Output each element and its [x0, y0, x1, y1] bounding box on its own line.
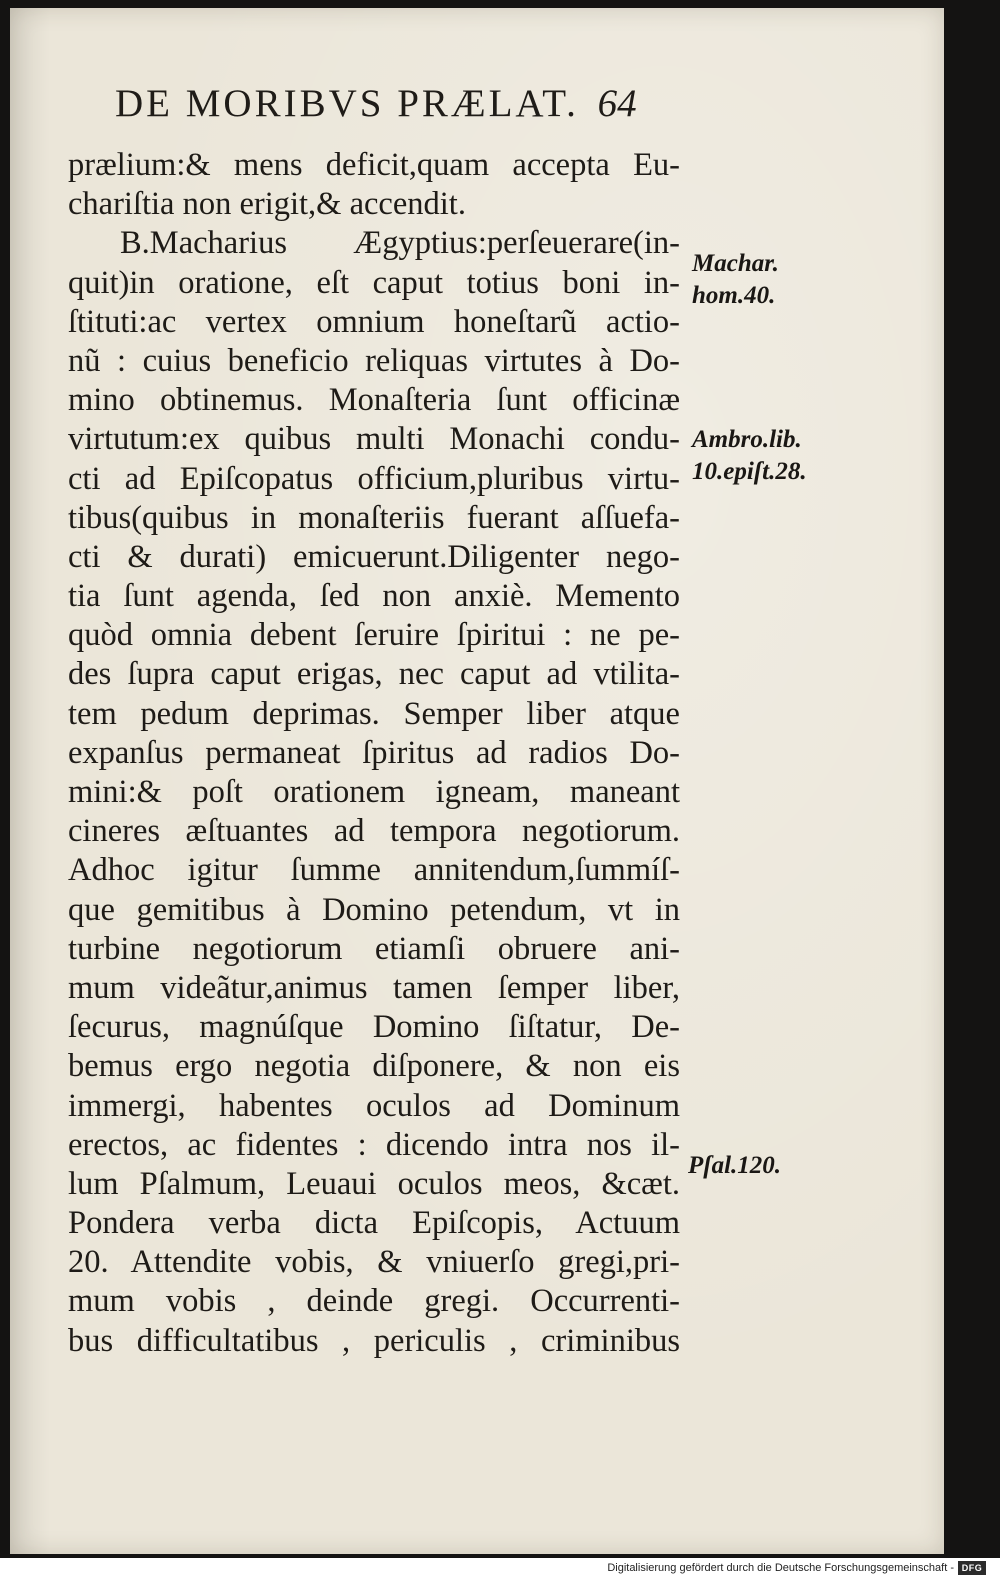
text-line: quit)in oratione, eſt caput totius boni in- [68, 264, 680, 301]
margin-note-line: hom.40. [692, 282, 776, 309]
text-line: erectos, ac fidentes : dicendo intra nos il- [68, 1126, 680, 1163]
text-line: mino obtinemus. Monaſteria ſunt officinæ [68, 382, 680, 419]
text-line: 20. Attendite vobis, & vniuerſo gregi,pri- [68, 1244, 680, 1281]
text-line: Adhoc igitur ſumme annitendum,ſummíſ- [68, 852, 680, 889]
margin-note-line: Pſal.120. [688, 1152, 782, 1179]
text-line: mini:& poſt orationem igneam, maneant [68, 774, 680, 810]
text-line: des ſupra caput erigas, nec caput ad vtilita- [68, 656, 680, 693]
text-line: cti ad Epiſcopatus officium,pluribus virtu- [68, 460, 680, 497]
text-line: nũ : cuius beneficio reliquas virtutes à Do- [68, 342, 680, 379]
margin-note-line: Machar. [692, 250, 779, 277]
text-line: lum Pſalmum, Leuaui oculos meos, &cæt. [68, 1165, 680, 1202]
text-line: bus difficultatibus , periculis , criminibus [68, 1322, 680, 1359]
text-line: tem pedum deprimas. Semper liber atque [68, 695, 680, 732]
margin-note-line: Ambro.lib. [692, 426, 802, 453]
text-line: cti & durati) emicuerunt.Diligenter nego- [68, 538, 680, 575]
margin-note-psal [688, 1150, 781, 1182]
text-line: mum videãtur,animus tamen ſemper liber, [68, 969, 680, 1006]
text-line: immergi, habentes oculos ad Dominum [68, 1087, 680, 1124]
text-line: turbine negotiorum etiamſi obruere ani- [68, 930, 680, 967]
text-line: ſecurus, magnúſque Domino ſiſtatur, De- [68, 1009, 680, 1046]
text-line: cineres æſtuantes ad tempora negotiorum. [68, 813, 680, 850]
page-number: 64 [597, 82, 637, 125]
dfg-logo: DFG [958, 1561, 986, 1575]
text-line: tibus(quibus in monaſteriis fuerant aſſuefa- [68, 499, 680, 536]
text-line: mum vobis , deinde gregi. Occurrenti- [68, 1283, 680, 1320]
text-line: prælium:& mens deficit,quam accepta Eu- [68, 147, 680, 183]
margin-note-ambro [692, 424, 807, 488]
text-line: quòd omnia debent ſeruire ſpiritui : ne pe- [68, 617, 680, 654]
text-line: bemus ergo negotia diſponere, & non eis [68, 1048, 680, 1085]
body-text [68, 146, 680, 1361]
text-line: Pondera verba dicta Epiſcopis, Actuum [68, 1205, 680, 1242]
text-line: tia ſunt agenda, ſed non anxiè. Memento [68, 578, 680, 615]
funding-notice: Digitalisierung gefördert durch die Deutsche Forschungsgemeinschaft - [607, 1562, 954, 1574]
running-header [115, 82, 690, 126]
text-line: expanſus permaneat ſpiritus ad radios Do- [68, 734, 680, 771]
margin-note-line: 10.epiſt.28. [692, 458, 807, 485]
text-line: virtutum:ex quibus multi Monachi condu- [68, 421, 680, 458]
text-line: chariſtia non erigit,& accendit. [68, 186, 466, 223]
text-line: que gemitibus à Domino petendum, vt in [68, 891, 680, 928]
margin-note-machar [692, 248, 779, 312]
text-line: ſtituti:ac vertex omnium honeſtarũ actio- [68, 303, 680, 340]
text-line: B.Macharius Ægyptius:perſeuerare(in- [120, 225, 680, 262]
running-title: DE MORIBVS PRÆLAT. [115, 82, 579, 125]
